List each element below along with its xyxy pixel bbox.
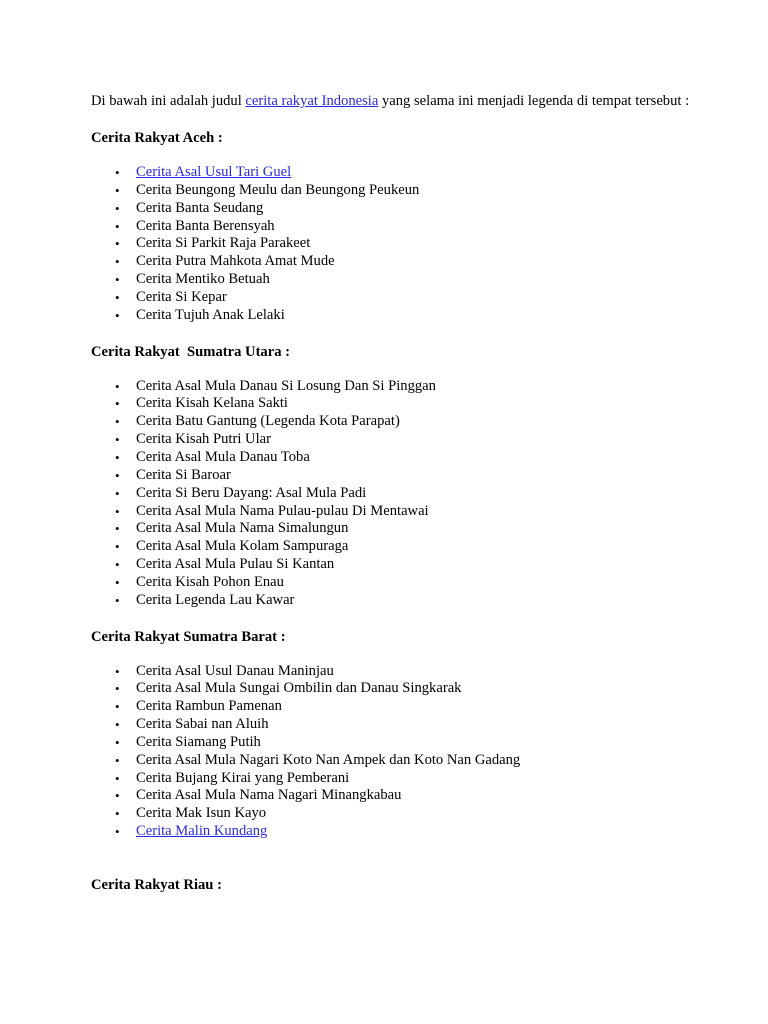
bullet-icon: • (115, 592, 120, 608)
bullet-icon: • (115, 824, 120, 840)
bullet-icon: • (115, 289, 120, 305)
bullet-icon: • (115, 557, 120, 573)
list-item-text: Cerita Asal Mula Nama Pulau-pulau Di Mentawai (136, 502, 429, 519)
list-item-link[interactable]: Cerita Asal Usul Tari Guel (136, 164, 292, 180)
bullet-icon: • (115, 521, 120, 537)
list-item (91, 467, 691, 485)
list-item-text: Cerita Si Beru Dayang: Asal Mula Padi (136, 484, 367, 501)
bullet-icon: • (115, 806, 120, 822)
bullet-icon: • (115, 236, 120, 252)
list-item-text: Cerita Mak Isun Kayo (136, 805, 267, 822)
list-item[interactable] (91, 823, 691, 841)
list-item-text: Cerita Asal Usul Danau Maninjau (136, 662, 334, 679)
list-item[interactable] (91, 164, 691, 182)
section-heading-sumatra-utara: Cerita Rakyat Sumatra Utara : (91, 343, 291, 360)
list-item (91, 734, 691, 752)
list-item (91, 698, 691, 716)
section-heading-sumatra-barat: Cerita Rakyat Sumatra Barat : (91, 628, 286, 645)
list-item-text: Cerita Putra Mahkota Amat Mude (136, 253, 335, 270)
list-item (91, 235, 691, 253)
bullet-icon: • (115, 717, 120, 733)
list-item-text: Cerita Asal Mula Kolam Sampuraga (136, 538, 349, 555)
bullet-icon: • (115, 788, 120, 804)
intro-paragraph (91, 92, 691, 110)
list-item-text: Cerita Legenda Lau Kawar (136, 591, 295, 608)
list-item (91, 752, 691, 770)
bullet-icon: • (115, 663, 120, 679)
list-item (91, 770, 691, 788)
list-item-text: Cerita Asal Mula Sungai Ombilin dan Danau Singkarak (136, 680, 462, 697)
list-item (91, 289, 691, 307)
list-item-text: Cerita Beungong Meulu dan Beungong Peukeun (136, 181, 420, 198)
list-item-text: Cerita Asal Mula Danau Si Losung Dan Si Pinggan (136, 377, 436, 394)
bullet-icon: • (115, 734, 120, 750)
list-item (91, 716, 691, 734)
list-sumatra-barat (91, 663, 691, 841)
list-item-text: Cerita Bujang Kirai yang Pemberani (136, 769, 350, 786)
bullet-icon: • (115, 485, 120, 501)
list-item-text: Cerita Siamang Putih (136, 733, 261, 750)
list-item (91, 431, 691, 449)
list-item-text: Cerita Asal Mula Pulau Si Kantan (136, 556, 335, 573)
bullet-icon: • (115, 378, 120, 394)
intro-link[interactable]: cerita rakyat Indonesia (245, 93, 379, 109)
bullet-icon: • (115, 681, 120, 697)
list-item (91, 449, 691, 467)
bullet-icon: • (115, 414, 120, 430)
list-item (91, 218, 691, 236)
bullet-icon: • (115, 254, 120, 270)
bullet-icon: • (115, 699, 120, 715)
bullet-icon: • (115, 574, 120, 590)
list-item-text: Cerita Asal Mula Danau Toba (136, 448, 310, 465)
list-item-text: Cerita Si Baroar (136, 466, 231, 483)
list-item (91, 200, 691, 218)
list-item-text: Cerita Batu Gantung (Legenda Kota Parapat) (136, 413, 400, 430)
list-item (91, 574, 691, 592)
list-item (91, 395, 691, 413)
list-item-text: Cerita Asal Mula Nagari Koto Nan Ampek dan Koto Nan Gadang (136, 751, 521, 768)
bullet-icon: • (115, 307, 120, 323)
section-heading-aceh: Cerita Rakyat Aceh : (91, 130, 223, 146)
list-item-text: Cerita Banta Seudang (136, 199, 264, 216)
list-item-text: Cerita Kisah Pohon Enau (136, 573, 284, 590)
list-item-text: Cerita Si Kepar (136, 288, 227, 305)
list-item-text: Cerita Banta Berensyah (136, 217, 275, 234)
bullet-icon: • (115, 218, 120, 234)
list-item-text: Cerita Asal Mula Nama Simalungun (136, 520, 349, 537)
list-item-text: Cerita Si Parkit Raja Parakeet (136, 235, 311, 252)
intro-text-before: Di bawah ini adalah judul (91, 93, 246, 109)
bullet-icon: • (115, 770, 120, 786)
list-item-text: Cerita Mentiko Betuah (136, 271, 270, 288)
bullet-icon: • (115, 449, 120, 465)
section-heading-riau: Cerita Rakyat Riau : (91, 877, 222, 893)
list-item (91, 378, 691, 396)
list-item (91, 556, 691, 574)
list-item (91, 592, 691, 610)
list-item-text: Cerita Asal Mula Nama Nagari Minangkabau (136, 787, 402, 804)
document-page (91, 92, 691, 894)
bullet-icon: • (115, 752, 120, 768)
list-item (91, 787, 691, 805)
bullet-icon: • (115, 503, 120, 519)
list-item-text: Cerita Kisah Putri Ular (136, 431, 271, 448)
bullet-icon: • (115, 432, 120, 448)
list-item-text: Cerita Rambun Pamenan (136, 698, 282, 715)
list-sumatra-utara (91, 378, 691, 610)
bullet-icon: • (115, 539, 120, 555)
list-item-text: Cerita Tujuh Anak Lelaki (136, 306, 285, 323)
bullet-icon: • (115, 182, 120, 198)
list-item (91, 182, 691, 200)
list-item (91, 805, 691, 823)
list-item (91, 680, 691, 698)
list-item (91, 271, 691, 289)
bullet-icon: • (115, 200, 120, 216)
list-item-link[interactable]: Cerita Malin Kundang (136, 823, 268, 840)
bullet-icon: • (115, 272, 120, 288)
bullet-icon: • (115, 396, 120, 412)
list-item-text: Cerita Kisah Kelana Sakti (136, 395, 288, 412)
list-aceh (91, 164, 691, 325)
list-item (91, 307, 691, 325)
list-item-text: Cerita Sabai nan Aluih (136, 716, 269, 733)
list-item (91, 485, 691, 503)
list-item (91, 520, 691, 538)
list-item (91, 413, 691, 431)
intro-text-after: yang selama ini menjadi legenda di tempat tersebut : (378, 93, 690, 109)
list-item (91, 663, 691, 681)
bullet-icon: • (115, 165, 120, 180)
bullet-icon: • (115, 467, 120, 483)
list-item (91, 538, 691, 556)
list-item (91, 503, 691, 521)
list-item (91, 253, 691, 271)
